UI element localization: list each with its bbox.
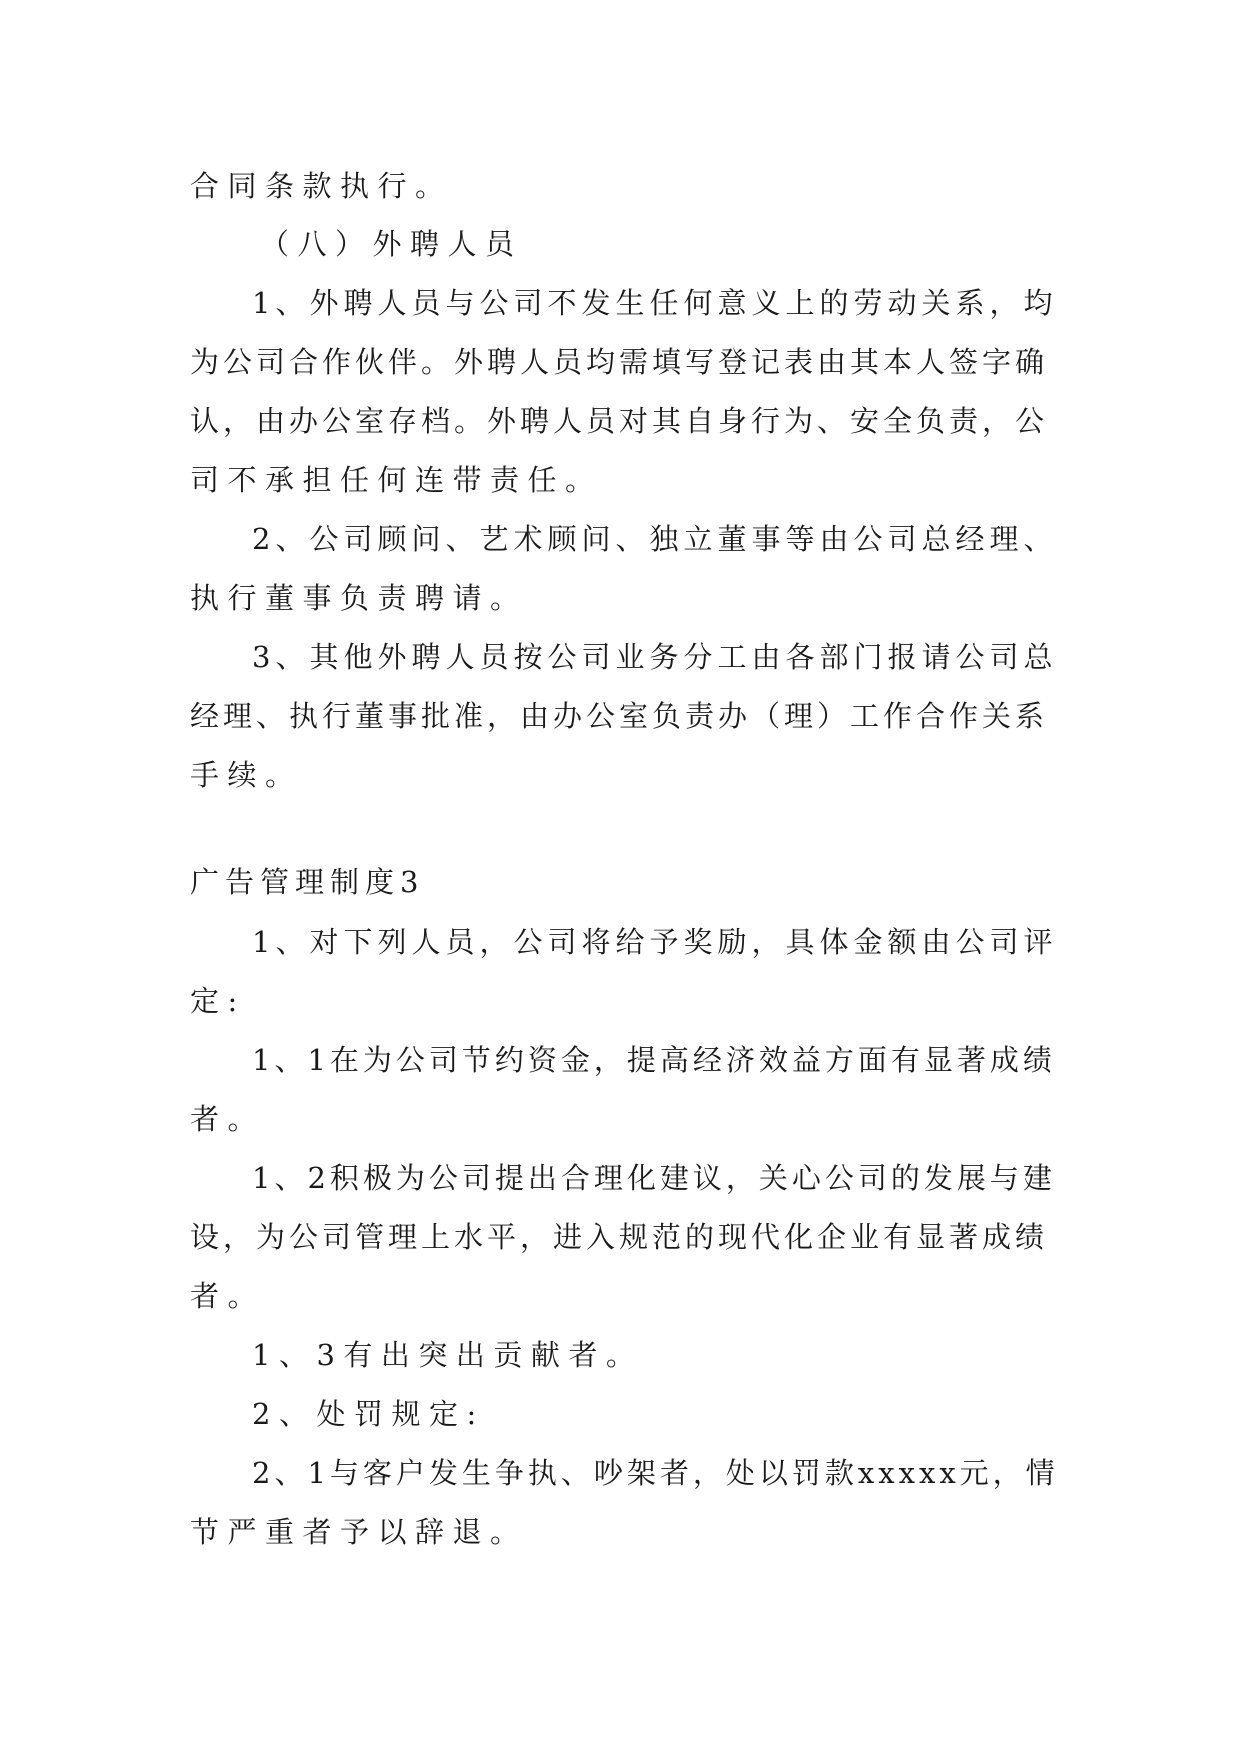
text-line: 者。 <box>190 1102 266 1136</box>
text-line: 认，由办公室存档。外聘人员对其自身行为、安全负责，公 <box>190 404 1049 438</box>
text-line: 1、1在为公司节约资金，提高经济效益方面有显著成绩 <box>252 1043 1056 1077</box>
text-line: 1、对下列人员，公司将给予奖励，具体金额由公司评 <box>252 925 1058 959</box>
text-line: 2、公司顾问、艺术顾问、独立董事等由公司总经理、 <box>252 522 1058 556</box>
section-heading: （八）外聘人员 <box>260 227 523 261</box>
text-line: 定: <box>190 984 246 1018</box>
text-line: 者。 <box>190 1279 266 1313</box>
text-line: 2、1与客户发生争执、吵架者，处以罚款xxxxx元，情 <box>252 1456 1059 1490</box>
text-line: 1、2积极为公司提出合理化建议，关心公司的发展与建 <box>252 1161 1056 1195</box>
text-line: 1、3有出突出贡献者。 <box>252 1338 644 1372</box>
text-line: 经理、执行董事批准，由办公室负责办（理）工作合作关系 <box>190 699 1049 733</box>
text-line: 设，为公司管理上水平，进入规范的现代化企业有显著成绩 <box>190 1220 1049 1254</box>
document-title: 广告管理制度3 <box>190 865 425 899</box>
text-line: 2、处罚规定: <box>252 1397 485 1431</box>
text-line: 3、其他外聘人员按公司业务分工由各部门报请公司总 <box>252 640 1058 674</box>
text-line: 为公司合作伙伴。外聘人员均需填写登记表由其本人签字确 <box>190 345 1049 379</box>
text-line: 1、外聘人员与公司不发生任何意义上的劳动关系，均 <box>252 286 1058 320</box>
text-line: 合同条款执行。 <box>190 169 453 203</box>
text-line: 执行董事负责聘请。 <box>190 581 528 615</box>
text-line: 节严重者予以辞退。 <box>190 1515 528 1549</box>
text-line: 司不承担任何连带责任。 <box>190 463 603 497</box>
text-line: 手续。 <box>190 758 303 792</box>
